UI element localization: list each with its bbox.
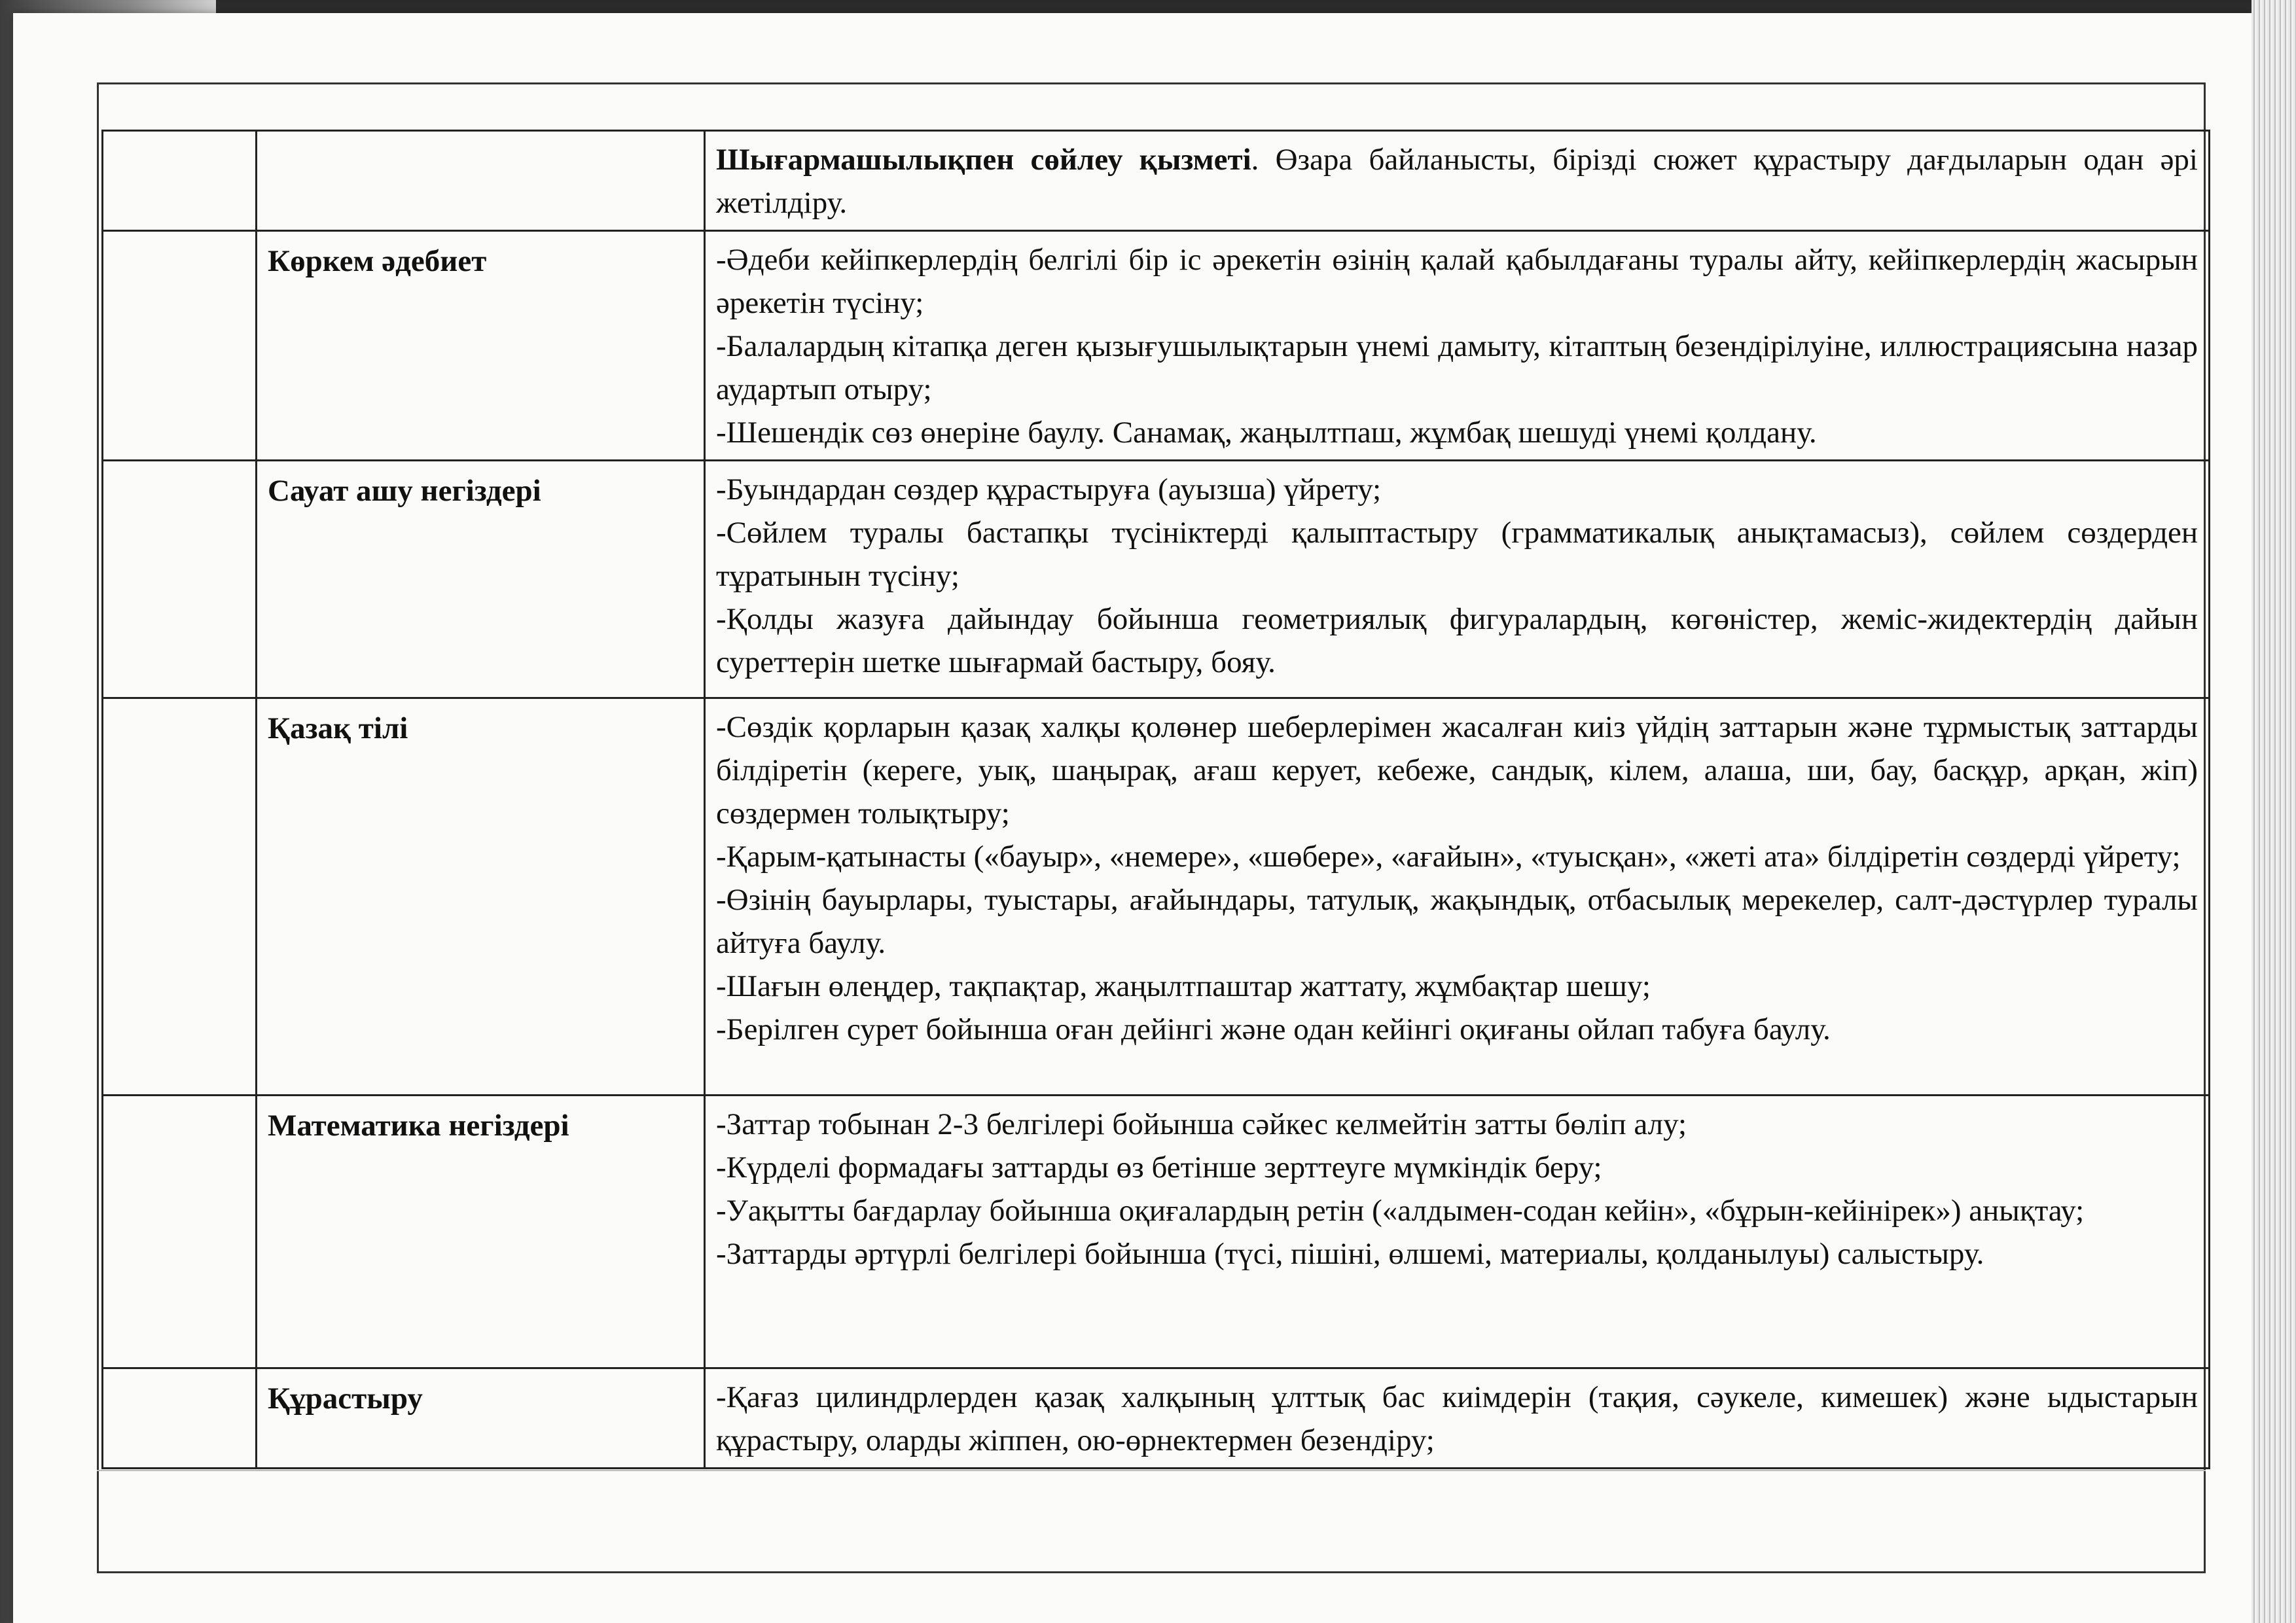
subject-cell (257, 1368, 705, 1469)
subject-label: Құрастыру (268, 1382, 423, 1416)
table-cell-empty (103, 698, 257, 1096)
table-cell-empty (103, 1096, 257, 1368)
content-item: -Әдеби кейіпкерлердің белгілі бір іс әрекетін өзінің қалай қабылдағаны туралы айту, кейіпкерлердің жасырын әрекетін түсіну; (716, 243, 2198, 320)
content-item: -Буындардан сөздер құрастыруға (ауызша) үйрету; (716, 473, 1382, 507)
content-cell (705, 231, 2210, 461)
bleed-through-line (97, 1470, 2206, 1471)
curriculum-table (101, 130, 2210, 1469)
content-item: -Балалардың кітапқа деген қызығушылықтарын үнемі дамыту, кітаптың безендірілуіне, иллюстрациясына назар аудартып отыру; (716, 329, 2198, 406)
subject-cell (257, 231, 705, 461)
subject-label: Математика негіздері (268, 1109, 569, 1143)
table-cell-empty (103, 131, 257, 231)
content-cell (705, 461, 2210, 698)
content-cell (705, 1368, 2210, 1469)
table-row (103, 231, 2210, 461)
content-item: -Өзінің бауырлары, туыстары, ағайындары, татулық, жақындық, отбасылық мерекелер, салт-дәстүрлер туралы айтуға баулу. (716, 883, 2198, 960)
content-item: -Заттарды әртүрлі белгілері бойынша (түсі, пішіні, өлшемі, материалы, қолданылуы) салыстыру. (716, 1237, 1984, 1271)
table-row (103, 1368, 2210, 1469)
content-item: -Заттар тобынан 2-3 белгілері бойынша сәйкес келмейтін затты бөліп алу; (716, 1107, 1687, 1141)
content-item: -Қарым-қатынасты («бауыр», «немере», «шөбере», «ағайын», «туысқан», «жеті ата» білдіретін сөздерді үйрету; (716, 840, 2181, 874)
table-cell-empty (103, 461, 257, 698)
table-row (103, 461, 2210, 698)
content-text: . Өзара байланысты, бірізді сюжет құрастыру дағдыларын одан әрі жетілдіру. (716, 143, 2198, 220)
content-item: -Сөздік қорларын қазақ халқы қолөнер шеберлерімен жасалған киіз үйдің заттарын және тұрмыстық заттарды білдіретін (кереге, уық, шаңырақ, ағаш керует, кебеже, сандық, кілем, алаша, ши, бау, басқұр, арқан, жіп) сөздермен толықтыру; (716, 710, 2198, 830)
content-item: -Уақытты бағдарлау бойынша оқиғалардың ретін («алдымен-содан кейін», «бұрын-кейінірек») анықтау; (716, 1194, 2085, 1228)
subject-cell (257, 461, 705, 698)
content-cell (705, 131, 2210, 231)
page-stack-edge (2251, 0, 2296, 1623)
content-item: -Қағаз цилиндрлерден қазақ халқының ұлттық бас киімдерін (тақия, сәукеле, кимешек) және ыдыстарын құрастыру, оларды жіппен, ою-өрнектермен безендіру; (716, 1380, 2198, 1457)
subject-label: Қазақ тілі (268, 711, 408, 745)
content-item: -Шағын өлеңдер, тақпақтар, жаңылтпаштар жаттату, жұмбақтар шешу; (716, 969, 1651, 1003)
table-row (103, 131, 2210, 231)
subject-cell (257, 698, 705, 1096)
content-item: -Шешендік сөз өнеріне баулу. Санамақ, жаңылтпаш, жұмбақ шешуді үнемі қолдану. (716, 416, 1817, 450)
content-cell (705, 1096, 2210, 1368)
subject-cell (257, 131, 705, 231)
subject-label: Сауат ашу негіздері (268, 474, 541, 508)
table-cell-empty (103, 231, 257, 461)
content-item: -Қолды жазуға дайындау бойынша геометриялық фигуралардың, көгөністер, жеміс-жидектердің дайын суреттерін шетке шығармай бастыру, бояу. (716, 602, 2198, 679)
content-cell (705, 698, 2210, 1096)
table-row (103, 1096, 2210, 1368)
content-item: -Күрделі формадағы заттарды өз бетінше зерттеуге мүмкіндік беру; (716, 1150, 1602, 1185)
subject-label (268, 138, 693, 139)
section-heading: Шығармашылықпен сөйлеу қызметі (716, 143, 1251, 177)
content-item: -Берілген сурет бойынша оған дейінгі және одан кейінгі оқиғаны ойлап табуға баулу. (716, 1012, 1831, 1046)
subject-label: Көркем әдебиет (268, 244, 487, 278)
content-item: -Сөйлем туралы бастапқы түсініктерді қалыптастыру (грамматикалық анықтамасыз), сөйлем сөздерден тұратынын түсіну; (716, 516, 2198, 593)
table-row (103, 698, 2210, 1096)
table-cell-empty (103, 1368, 257, 1469)
subject-cell (257, 1096, 705, 1368)
